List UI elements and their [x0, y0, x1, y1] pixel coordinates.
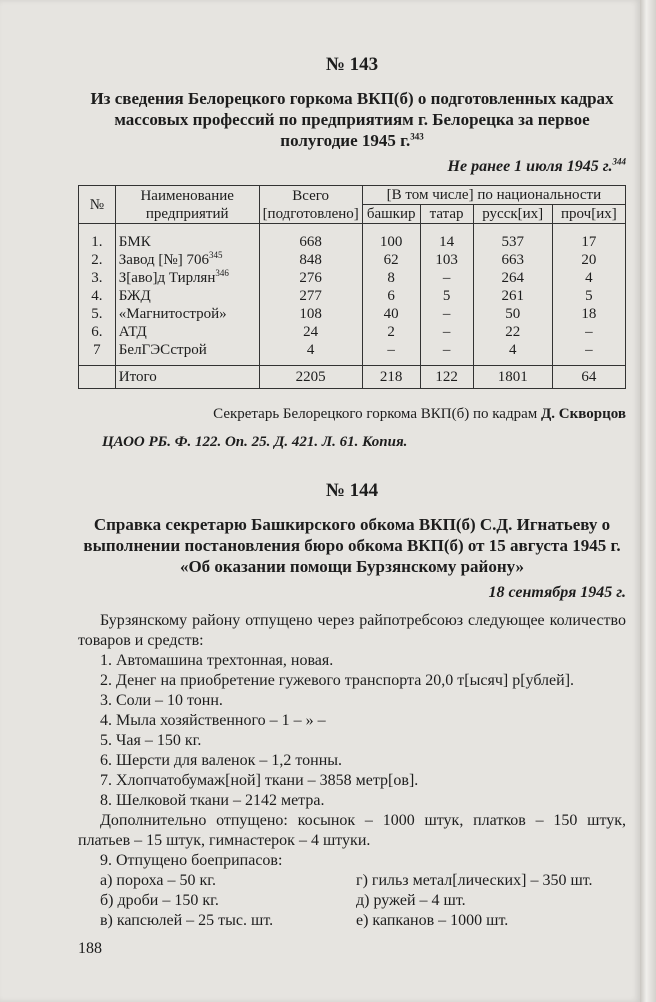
cell-bashkir: 2: [362, 323, 420, 341]
cell-name: [115, 224, 259, 252]
goods-list: [78, 651, 626, 811]
cell-russian: 264: [473, 269, 552, 287]
cell-num: 1.: [79, 224, 116, 252]
goods-item: 6. Шерсти для валенок – 1,2 тонны.: [100, 752, 343, 769]
total-cell-total: 2205: [259, 366, 362, 389]
cell-name: [115, 305, 259, 323]
ammo-list-right: [356, 871, 626, 931]
ammo-item: б) дроби – 150 кг.: [100, 892, 219, 909]
cell-total: 668: [259, 224, 362, 252]
cell-tatar: –: [420, 323, 473, 341]
cell-russian: 4: [473, 341, 552, 366]
total-row: [79, 366, 626, 389]
header-tatar: татар: [420, 205, 473, 224]
goods-item: 5. Чая – 150 кг.: [100, 732, 202, 749]
cell-bashkir: 40: [362, 305, 420, 323]
cell-tatar: 103: [420, 251, 473, 269]
cell-other: 4: [552, 269, 625, 287]
footnote-ref: 344: [612, 156, 626, 167]
table-row: [79, 251, 626, 269]
cell-other: 18: [552, 305, 625, 323]
ammo-item: д) ружей – 4 шт.: [356, 892, 466, 909]
cell-total: 4: [259, 341, 362, 366]
cell-name-text: АТД: [118, 324, 147, 340]
cell-name-text: З[аво]д Тирлян: [118, 270, 216, 286]
header-russian: русск[их]: [473, 205, 552, 224]
goods-item: 4. Мыла хозяйственного – 1 – » –: [100, 712, 326, 729]
cell-tatar: –: [420, 305, 473, 323]
table-row: [79, 305, 626, 323]
doc-143-date-text: Не ранее 1 июля 1945 г.: [447, 158, 613, 175]
cell-bashkir: 62: [362, 251, 420, 269]
ammo-item: в) капсюлей – 25 тыс. шт.: [100, 912, 274, 929]
ammo-item: а) пороха – 50 кг.: [100, 872, 217, 889]
intro-paragraph: Бурзянскому району отпущено через райпотребсоюз следующее количество товаров и средств:: [78, 612, 626, 649]
table-row: [79, 287, 626, 305]
goods-item: 2. Денег на приобретение гужевого транспорта 20,0 т[ысяч] р[ублей].: [100, 672, 575, 689]
total-label: Итого: [115, 366, 259, 389]
page-edge: [640, 0, 656, 1002]
ammo-list: [78, 871, 626, 931]
cell-name: [115, 269, 259, 287]
personnel-table: [78, 185, 626, 389]
signature-role: Секретарь Белорецкого горкома ВКП(б) по кадрам: [213, 406, 538, 422]
doc-144-body: [78, 611, 626, 931]
total-cell-tatar: 122: [420, 366, 473, 389]
additional-paragraph: Дополнительно отпущено: косынок – 1000 штук, платков – 150 штук, платьев – 15 штук, гимнастерок – 4 штуки.: [78, 812, 626, 849]
footnote-ref: 343: [410, 131, 424, 142]
cell-name-text: Завод [№] 706: [118, 252, 209, 268]
table-row: [79, 224, 626, 252]
total-cell-bashkir: 218: [362, 366, 420, 389]
header-name: Наименование предприятий: [115, 186, 259, 224]
doc-144-title: Справка секретарю Башкирского обкома ВКП(б) С.Д. Игнатьеву о выполнении постановления бюро обкома ВКП(б) от 15 августа 1945 г. «Об оказании помощи Бурзянскому району»: [83, 515, 621, 576]
cell-bashkir: 100: [362, 224, 420, 252]
header-bashkir: башкир: [362, 205, 420, 224]
doc-144-date: 18 сентября 1945 г.: [488, 584, 626, 601]
cell-russian: 22: [473, 323, 552, 341]
cell-name: [115, 341, 259, 366]
cell-bashkir: –: [362, 341, 420, 366]
cell-num: 6.: [79, 323, 116, 341]
cell-total: 848: [259, 251, 362, 269]
cell-total: 24: [259, 323, 362, 341]
cell-name: [115, 323, 259, 341]
header-nationality-group: [В том числе] по национальности: [362, 186, 625, 205]
cell-tatar: –: [420, 341, 473, 366]
ammo-title: 9. Отпущено боеприпасов:: [100, 852, 283, 869]
goods-item: 7. Хлопчатобумаж[ной] ткани – 3858 метр[ов].: [100, 772, 419, 789]
cell-tatar: 14: [420, 224, 473, 252]
cell-name-text: БМК: [118, 234, 151, 250]
table-row: [79, 323, 626, 341]
cell-total: 276: [259, 269, 362, 287]
cell-other: 20: [552, 251, 625, 269]
cell-other: –: [552, 341, 625, 366]
doc-143-number: № 143: [325, 54, 379, 75]
cell-other: 5: [552, 287, 625, 305]
goods-item: 8. Шелковой ткани – 2142 метра.: [100, 792, 325, 809]
total-cell-other: 64: [552, 366, 625, 389]
footnote-ref: 345: [208, 250, 223, 260]
cell-tatar: –: [420, 269, 473, 287]
cell-russian: 663: [473, 251, 552, 269]
doc-143-title-text: Из сведения Белорецкого горкома ВКП(б) о подготовленных кадрах массовых профессий по предприятиям г. Белорецка за первое полугодие 1945 г.: [90, 89, 614, 150]
cell-num: 2.: [79, 251, 116, 269]
cell-russian: 50: [473, 305, 552, 323]
cell-num: 4.: [79, 287, 116, 305]
header-total: Всего [подготовлено]: [259, 186, 362, 224]
cell-num: 5.: [79, 305, 116, 323]
table-row: [79, 341, 626, 366]
ammo-item: г) гильз метал[лических] – 350 шт.: [356, 872, 593, 889]
cell-russian: 261: [473, 287, 552, 305]
footnote-ref: 346: [215, 268, 229, 278]
doc-143-title: [78, 88, 626, 151]
cell-other: –: [552, 323, 625, 341]
cell-bashkir: 6: [362, 287, 420, 305]
page-number: 188: [78, 940, 102, 957]
table-row: [79, 269, 626, 287]
signature: [78, 405, 626, 424]
doc-143-date: [78, 157, 626, 177]
signature-name: Д. Скворцов: [540, 406, 626, 422]
goods-item: 1. Автомашина трехтонная, новая.: [100, 652, 334, 669]
cell-name-text: БелГЭСстрой: [118, 342, 207, 358]
cell-name: [115, 251, 259, 269]
cell-name-text: «Магнитострой»: [118, 306, 227, 322]
ammo-item: е) капканов – 1000 шт.: [356, 912, 509, 929]
cell-num: 7: [79, 341, 116, 366]
doc-144-number: № 144: [325, 480, 379, 501]
ammo-list-left: [78, 871, 356, 931]
header-num: №: [79, 186, 116, 224]
total-cell-russian: 1801: [473, 366, 552, 389]
cell-bashkir: 8: [362, 269, 420, 287]
cell-name: [115, 287, 259, 305]
goods-item: 3. Соли – 10 тонн.: [100, 692, 223, 709]
archive-reference: ЦАОО РБ. Ф. 122. Оп. 25. Д. 421. Л. 61. Копия.: [102, 434, 408, 450]
cell-name-text: БЖД: [118, 288, 151, 304]
cell-num: 3.: [79, 269, 116, 287]
cell-total: 277: [259, 287, 362, 305]
cell-tatar: 5: [420, 287, 473, 305]
cell-russian: 537: [473, 224, 552, 252]
table-body: [79, 224, 626, 389]
cell-other: 17: [552, 224, 625, 252]
page-content: [78, 52, 626, 931]
cell-total: 108: [259, 305, 362, 323]
header-other: проч[их]: [552, 205, 625, 224]
